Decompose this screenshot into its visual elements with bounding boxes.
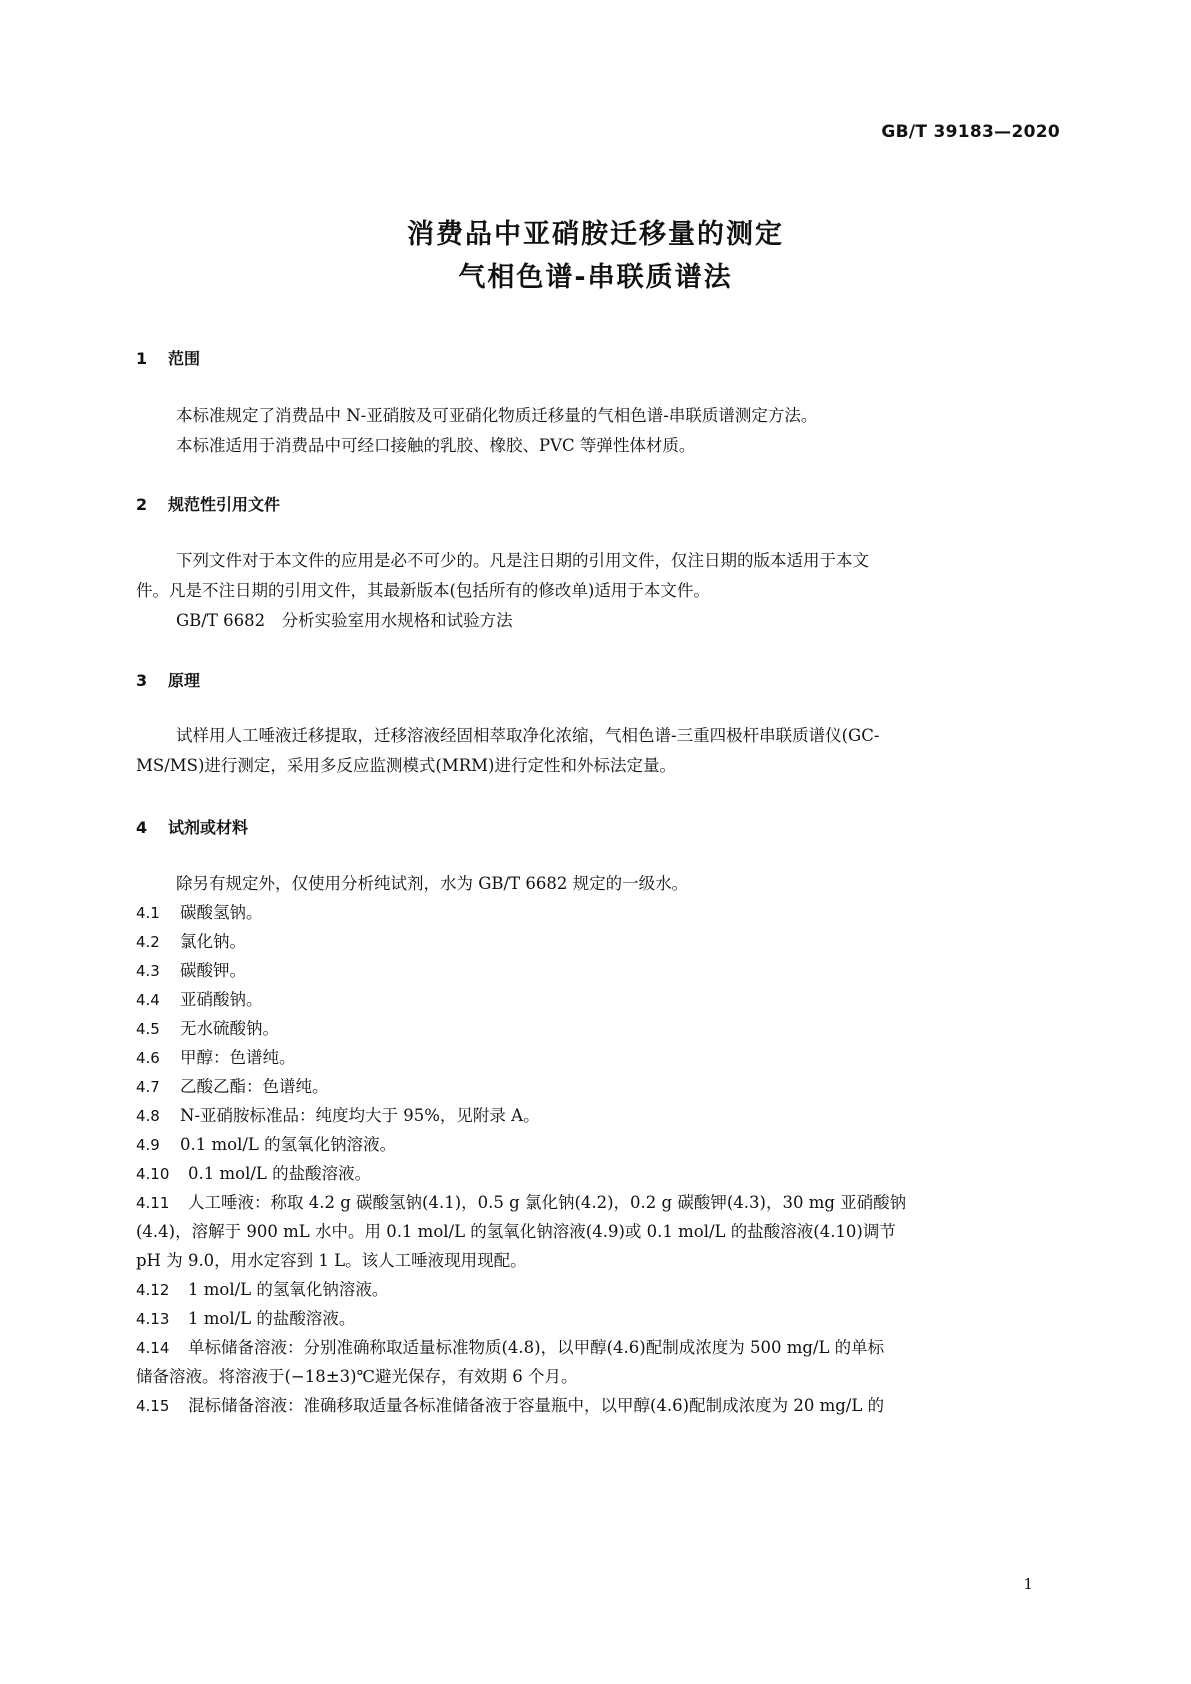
list-item-continuation: 储备溶液。将溶液于(−18±3)℃避光保存，有效期 6 个月。 [136,1367,578,1386]
list-item [136,1043,296,1073]
section-title: 原理 [168,671,201,690]
paragraph: 除另有规定外，仅使用分析纯试剂，水为 GB/T 6682 规定的一级水。 [176,874,689,893]
normative-reference: GB/T 6682 分析实验室用水规格和试验方法 [176,611,513,630]
section-4-heading [136,815,248,838]
item-text: 无水硫酸钠。 [180,1019,279,1038]
item-number: 4.4 [136,991,160,1009]
paragraph [136,721,1056,781]
paragraph: 本标准规定了消费品中 N-亚硝胺及可亚硝化物质迁移量的气相色谱-串联质谱测定方法。 [176,406,818,425]
item-number: 4.9 [136,1136,160,1154]
item-text: 甲醇：色谱纯。 [180,1048,296,1067]
list-item [136,1014,279,1044]
list-item [136,927,246,957]
section-title: 范围 [168,349,201,368]
item-text: 碳酸氢钠。 [180,903,263,922]
section-number: 1 [136,349,148,368]
item-text: 氯化钠。 [180,932,246,951]
standard-number: GB/T 39183—2020 [881,122,1060,142]
paragraph-line: 件。凡是不注日期的引用文件，其最新版本(包括所有的修改单)适用于本文件。 [136,581,710,600]
item-text: 单标储备溶液：分别准确称取适量标准物质(4.8)，以甲醇(4.6)配制成浓度为 500 mg/L 的单标 [188,1338,885,1357]
list-item [136,1072,329,1102]
page-number: 1 [1023,1575,1033,1593]
paragraph [136,546,1056,606]
paragraph: 本标准适用于消费品中可经口接触的乳胶、橡胶、PVC 等弹性体材质。 [176,436,696,455]
list-item [136,898,263,928]
item-number: 4.6 [136,1049,160,1067]
section-number: 3 [136,671,148,690]
item-text: 1 mol/L 的氢氧化钠溶液。 [188,1280,389,1299]
section-title: 试剂或材料 [168,818,249,837]
paragraph-line: 下列文件对于本文件的应用是必不可少的。凡是注日期的引用文件，仅注日期的版本适用于本文 [176,551,869,570]
paragraph-line: MS/MS)进行测定，采用多反应监测模式(MRM)进行定性和外标法定量。 [136,756,676,775]
list-item-continuation: (4.4)，溶解于 900 mL 水中。用 0.1 mol/L 的氢氧化钠溶液(4.9)或 0.1 mol/L 的盐酸溶液(4.10)调节 [136,1222,896,1241]
list-item [136,956,246,986]
item-number: 4.5 [136,1020,160,1038]
item-number: 4.11 [136,1194,170,1212]
section-number: 4 [136,818,148,837]
paragraph-line: 试样用人工唾液迁移提取，迁移溶液经固相萃取净化浓缩，气相色谱-三重四极杆串联质谱仪(GC- [176,726,880,745]
section-title: 规范性引用文件 [168,495,281,514]
item-text: 乙酸乙酯：色谱纯。 [180,1077,329,1096]
list-item [136,1159,371,1189]
document-title-line1: 消费品中亚硝胺迁移量的测定 [407,219,784,250]
list-item [136,1101,540,1131]
item-number: 4.13 [136,1310,170,1328]
item-number: 4.3 [136,962,160,980]
item-number: 4.14 [136,1339,170,1357]
item-number: 4.7 [136,1078,160,1096]
section-1-heading [136,346,200,369]
item-text: 碳酸钾。 [180,961,246,980]
item-text: 1 mol/L 的盐酸溶液。 [188,1309,356,1328]
item-number: 4.10 [136,1165,170,1183]
list-item [136,1188,906,1218]
item-text: 亚硝酸钠。 [180,990,263,1009]
item-text: 0.1 mol/L 的盐酸溶液。 [188,1164,372,1183]
item-number: 4.2 [136,933,160,951]
item-number: 4.12 [136,1281,170,1299]
list-item [136,1304,355,1334]
document-title-line2: 气相色谱-串联质谱法 [458,262,733,293]
section-2-heading [136,492,280,515]
item-number: 4.8 [136,1107,160,1125]
section-3-heading [136,668,200,691]
item-number: 4.15 [136,1397,170,1415]
item-text: N-亚硝胺标准品：纯度均大于 95%，见附录 A。 [180,1106,540,1125]
list-item [136,1333,884,1363]
list-item [136,1391,884,1421]
section-number: 2 [136,495,148,514]
item-number: 4.1 [136,904,160,922]
list-item-continuation: pH 为 9.0，用水定容到 1 L。该人工唾液现用现配。 [136,1251,527,1270]
list-item [136,985,263,1015]
item-text: 0.1 mol/L 的氢氧化钠溶液。 [180,1135,397,1154]
item-text: 人工唾液：称取 4.2 g 碳酸氢钠(4.1)，0.5 g 氯化钠(4.2)，0.2 g 碳酸钾(4.3)，30 mg 亚硝酸钠 [188,1193,907,1212]
item-text: 混标储备溶液：准确移取适量各标准储备液于容量瓶中，以甲醇(4.6)配制成浓度为 20 mg/L 的 [188,1396,885,1415]
list-item [136,1275,388,1305]
list-item [136,1130,396,1160]
